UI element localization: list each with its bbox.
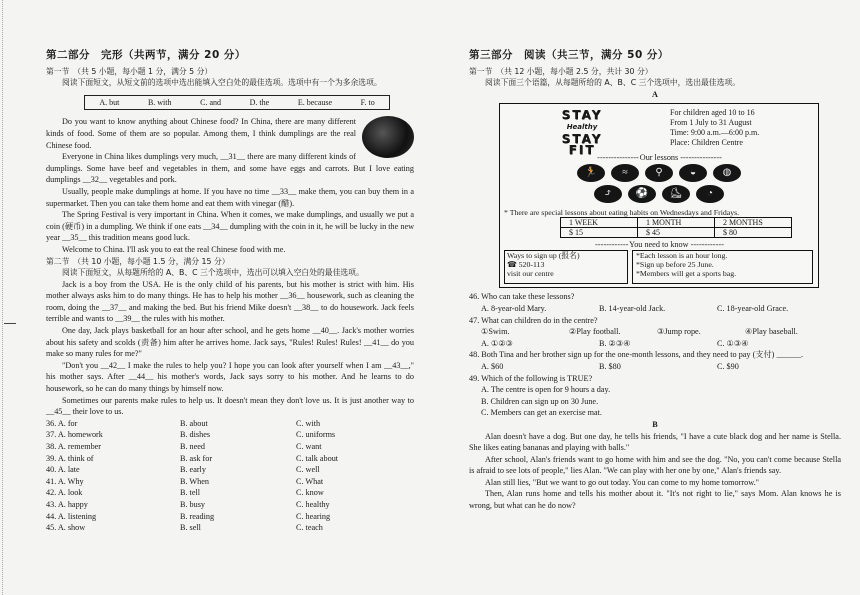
- option: B. reading: [180, 511, 215, 521]
- logo-text: Healthy: [566, 122, 598, 131]
- word-option: D. the: [249, 97, 270, 107]
- ad-info-line: Time: 9:00 a.m.—6:00 p.m.: [670, 128, 760, 138]
- paragraph: Sometimes our parents make rules to help us. It doesn't mean they don't love us. It is just another way to __45__ their love to us.: [46, 395, 414, 417]
- logo-text: STAY FIT: [561, 131, 603, 158]
- questions-a: [469, 291, 841, 419]
- option: B. about: [180, 418, 208, 428]
- option: C. want: [296, 442, 322, 451]
- option: C. uniforms: [296, 430, 336, 440]
- option: 40. A. late: [46, 465, 80, 475]
- sub-item: ①Swim.: [481, 327, 510, 337]
- price-header: 1 WEEK: [561, 218, 638, 228]
- price-table: [560, 217, 792, 238]
- option-row: [46, 453, 414, 465]
- passage-jack: [46, 279, 414, 418]
- option: C. Members can get an exercise mat.: [481, 408, 602, 418]
- paragraph: Do you want to know anything about Chinese food? In China, there are many different kinds of food. Some of them are so popular. Among them, I think dumplings are the real Chinese food.: [46, 117, 356, 150]
- part-two-title: 第二部分 完形（共两节，满分 20 分）: [46, 49, 246, 61]
- paragraph: One day, Jack plays basketball for an hour after school, and he gets home __40__. Jack's mother worries about his safety and scolds (责备) him after he arrives home. Jack says, "Rules! Rules! Rules! __41__ do you make so many rules for me?": [46, 326, 414, 359]
- option: C. talk about: [296, 453, 339, 463]
- reading-instructions: 阅读下面三个语篇，从每题所给的 A、B、C 三个选项中，选出最佳选项。: [485, 78, 740, 88]
- paragraph: The Spring Festival is very important in China. When it comes, we make dumplings, and usually we put a coin (硬币) in a dumpling. We think if one eats __34__ dumpling with the coin in it, he will be lucky in the new year __35__ this tradition means good luck.: [46, 210, 414, 243]
- option: B. early: [180, 465, 206, 475]
- paragraph: After school, Alan's friends want to go home with him and see the dog. "No, you can't come because Stella is afraid to see lots of people," lies Alan. "We can play with her one by one," Alan's friends say.: [469, 454, 841, 476]
- page-fold-edge: [2, 0, 4, 595]
- jump-icon: ⤴: [594, 185, 622, 203]
- rules-box: [632, 250, 813, 284]
- option: C. teach: [296, 523, 323, 533]
- lessons-heading: - - - - - - - - - - - - - - - Our lessons - - - - - - - - - - - - - - -: [597, 153, 721, 163]
- option: B. need: [180, 442, 206, 451]
- stay-fit-ad: [499, 103, 819, 288]
- signup-visit: visit our centre: [507, 269, 554, 279]
- swim-icon: ≈: [611, 164, 639, 182]
- section-one-title: 第一节 （共 5 小题，每小题 1 分，满分 5 分）: [46, 66, 213, 76]
- option: A. The centre is open for 9 hours a day.: [481, 385, 611, 395]
- option: B. When: [180, 476, 209, 486]
- signup-line: Ways to sign up (报名): [507, 251, 580, 261]
- question-options: [469, 338, 841, 350]
- option-row: [46, 441, 414, 453]
- option: 44. A. listening: [46, 511, 97, 521]
- section-one-instructions: 阅读下面短文，从短文前的选项中选出能填入空白处的最佳选项。选项中有一个为多余选项。: [62, 78, 382, 88]
- option-row: [46, 511, 414, 523]
- paragraph: Then, Alan runs home and tells his mother about it. "It's not right to lie," says Mom. Alan knows he is wrong, but what can he do now?: [469, 489, 841, 511]
- option-row: [46, 429, 414, 441]
- option: B. Children can sign up on 30 June.: [481, 396, 599, 406]
- question-options: [469, 361, 841, 373]
- question-list: [469, 384, 841, 419]
- answer-options: [46, 418, 414, 534]
- run-icon: 🏃: [577, 164, 605, 182]
- price-header: 1 MONTH: [638, 218, 715, 228]
- rule-line: *Sign up before 25 June.: [636, 260, 714, 270]
- option-row: [46, 418, 414, 430]
- ad-info-line: From 1 July to 31 August: [670, 118, 752, 128]
- price-header: 2 MONTHS: [715, 218, 792, 228]
- need-to-know-label: You need to know: [629, 240, 689, 250]
- part-three-title: 第三部分 阅读（共三节，满分 50 分）: [469, 49, 669, 61]
- ball-icon: ◒: [679, 164, 707, 182]
- option: B. dishes: [180, 430, 211, 440]
- option-row: [46, 487, 414, 499]
- option-row: [46, 522, 414, 534]
- option: B. ②③④: [599, 338, 631, 348]
- option: C. What: [296, 476, 324, 486]
- tennis-icon: ◔: [696, 185, 724, 203]
- section-two-title: 第二节 （共 10 小题，每小题 1.5 分，满分 15 分）: [46, 256, 230, 266]
- option: 37. A. homework: [46, 430, 103, 440]
- sub-item: ②Play football.: [569, 327, 621, 337]
- section-two-instructions: 阅读下面短文，从每题所给的 A、B、C 三个选项中，选出可以填入空白处的最佳选项。: [62, 268, 364, 278]
- word-option: B. with: [147, 97, 172, 107]
- word-option: F. to: [360, 97, 375, 107]
- sport-icons: [524, 164, 794, 206]
- paragraph: Usually, people make dumplings at home. If you have no time __33__ make them, you can buy them in a supermarket. Then you can take them home and eat them with vinegar (醋).: [46, 186, 414, 208]
- stay-fit-logo: [548, 110, 616, 156]
- price-value: $ 45: [638, 228, 715, 238]
- question-text: 47. What can children do in the centre?: [469, 315, 598, 325]
- option: B. ask for: [180, 453, 213, 463]
- passage-a-label: A: [652, 89, 658, 99]
- word-option: C. and: [200, 97, 222, 107]
- question-options: [469, 303, 841, 315]
- option: 38. A. remember: [46, 442, 102, 451]
- paragraph: Welcome to China. I'll ask you to eat the real Chinese food with me.: [62, 244, 286, 254]
- rule-line: *Members will get a sports bag.: [636, 269, 737, 279]
- question-text: 46. Who can take these lessons?: [469, 292, 575, 302]
- option-row: [46, 476, 414, 488]
- sub-item: ③Jump rope.: [657, 327, 701, 337]
- basketball-icon: ◍: [713, 164, 741, 182]
- option: B. sell: [180, 523, 201, 533]
- option: B. 14-year-old Jack.: [599, 303, 666, 313]
- skate-icon: ⛸: [662, 185, 690, 203]
- price-value: $ 80: [715, 228, 792, 238]
- option: B. tell: [180, 488, 201, 498]
- paragraph: Everyone in China likes dumplings very much, __31__ there are many different kinds of dumplings. Some have beef and vegetables in them, and some have eggs and carrots. But I love eating dumplings __32__ vegetables and pork.: [46, 152, 414, 185]
- word-option: E. because: [297, 97, 333, 107]
- option: 42. A. look: [46, 488, 83, 498]
- option-row: [46, 464, 414, 476]
- option: 41. A. Why: [46, 476, 84, 486]
- option: C. $90: [717, 361, 739, 371]
- passage-b-label: B: [652, 419, 658, 429]
- option: A. 8-year-old Mary.: [481, 303, 547, 313]
- option-row: [46, 499, 414, 511]
- ad-info-line: Place: Children Centre: [670, 138, 743, 148]
- margin-mark: [4, 323, 16, 324]
- paragraph: "Don't you __42__ I make the rules to help you? I hope you can look after yourself when I am __43__," his mother says. After __44__ his mother's words, Jack says sorry to his mother. And he learns to do housework, so he can do many things by himself now.: [46, 360, 414, 394]
- option: A. $60: [481, 361, 504, 371]
- option: 36. A. for: [46, 418, 78, 428]
- question-sub-items: [469, 326, 841, 338]
- right-column: [469, 50, 841, 512]
- question-text: 49. Which of the following is TRUE?: [469, 373, 593, 383]
- option: B. busy: [180, 499, 206, 509]
- ad-info-line: For children aged 10 to 16: [670, 108, 755, 118]
- word-option: A. but: [99, 97, 120, 107]
- word-options-box: [84, 95, 390, 111]
- price-value: $ 15: [561, 228, 638, 238]
- passage-alan: [469, 431, 841, 512]
- sub-item: ④Play baseball.: [745, 327, 798, 337]
- paragraph: Jack is a boy from the USA. He is the only child of his parents, but his mother is strict with him. His mother always asks him to do many things. He has to help his mother __36__ housework, such as cleaning the room, doing the __37__ and making the bed. But his friend Mike doesn't __38__ to do housework. Jack feels terrible and wants to __39__ the rules with his mother.: [46, 279, 414, 324]
- option: 39. A. think of: [46, 453, 94, 463]
- option: C. hearing: [296, 511, 331, 521]
- lessons-label: Our lessons: [639, 153, 679, 163]
- option: 43. A. happy: [46, 499, 88, 509]
- need-to-know-heading: - - - - - - - - - - - - You need to know - - - - - - - - - - - -: [595, 240, 723, 250]
- passage-dumplings: [46, 116, 414, 255]
- signup-box: [504, 250, 628, 284]
- eating-habits-note: * There are special lessons about eating habits on Wednesdays and Fridays.: [504, 208, 740, 218]
- paragraph: Alan still lies, "But we want to go out today. You can come to my home tomorrow.": [485, 477, 759, 487]
- question-text: 48. Both Tina and her brother sign up for the one-month lessons, and they need to pay (支付) ______.: [469, 350, 804, 360]
- logo-text: STAY: [561, 108, 603, 123]
- reading-section-title: 第一节 （共 12 小题，每小题 2.5 分，共计 30 分）: [469, 66, 653, 76]
- bike-icon: ⚲: [645, 164, 673, 182]
- option: A. ①②③: [481, 338, 514, 348]
- ad-info: [670, 108, 759, 148]
- option: C. know: [296, 488, 324, 498]
- option: B. $80: [599, 361, 621, 371]
- option: C. healthy: [296, 499, 330, 509]
- option: 45. A. show: [46, 523, 86, 533]
- left-column: [46, 50, 414, 534]
- option: C. 18-year-old Grace.: [717, 303, 789, 313]
- football-icon: ⚽: [628, 185, 656, 203]
- paragraph: Alan doesn't have a dog. But one day, he tells his friends, "I have a cute black dog and her name is Stella. She likes eating bananas and playing with balls.": [469, 431, 841, 453]
- rule-line: *Each lesson is an hour long.: [636, 251, 728, 261]
- option: C. well: [296, 465, 320, 475]
- option: C. with: [296, 418, 321, 428]
- option: C. ①③④: [717, 338, 749, 348]
- signup-phone: ☎ 520-113: [507, 260, 545, 270]
